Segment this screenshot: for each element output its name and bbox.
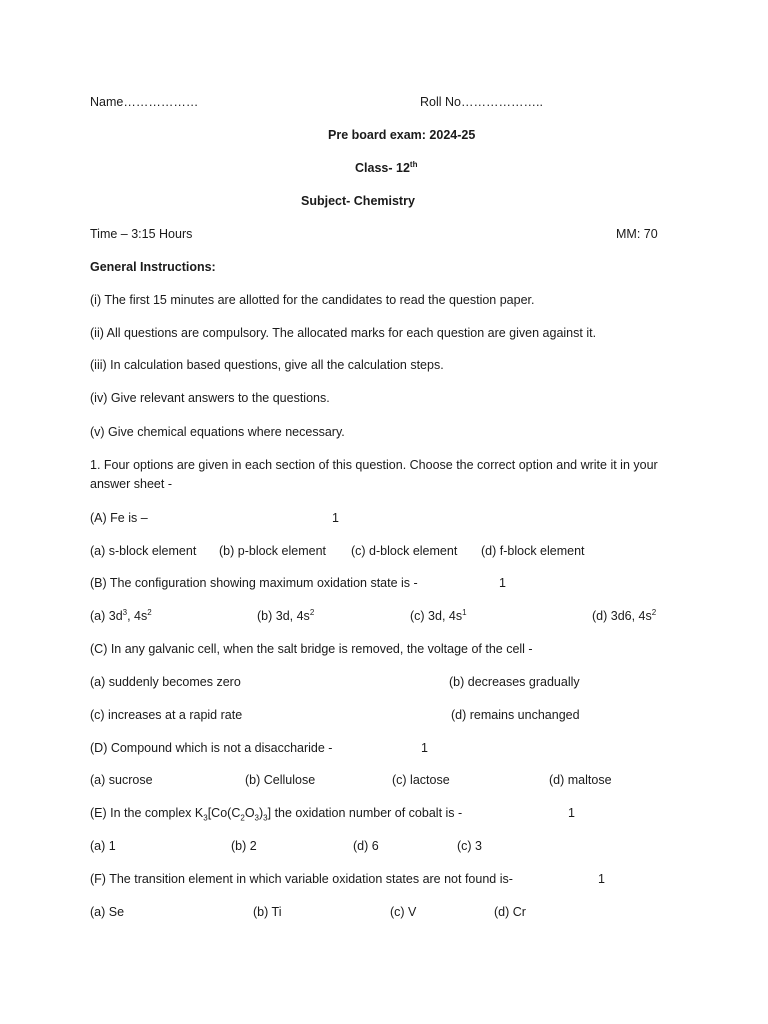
question-d-text: (D) Compound which is not a disaccharide - <box>90 741 333 755</box>
instruction-item: (ii) All questions are compulsory. The allocated marks for each question are given against it. <box>90 326 597 340</box>
question-e-formula: ) <box>259 806 264 820</box>
question-c-option: (c) increases at a rapid rate <box>90 708 243 722</box>
question-d-option: (c) lactose <box>392 773 450 787</box>
instruction-item: (iii) In calculation based questions, give all the calculation steps. <box>90 358 444 372</box>
question-c-option: (d) remains unchanged <box>451 708 580 722</box>
question-1-intro: 1. Four options are given in each section of this question. Choose the correct option and write it in your <box>90 458 658 472</box>
option-superscript: 1 <box>462 607 467 617</box>
question-a-option: (d) f-block element <box>481 544 585 558</box>
question-e-prefix: (E) In the complex K <box>90 806 204 820</box>
max-marks-label: MM: 70 <box>616 227 658 241</box>
formula-subscript: 2 <box>240 813 245 823</box>
formula-subscript: 3 <box>263 813 268 823</box>
question-e-option: (d) 6 <box>353 839 379 853</box>
formula-subscript: 3 <box>203 813 208 823</box>
question-e-text <box>90 805 462 821</box>
instruction-item: (iv) Give relevant answers to the questions. <box>90 391 330 405</box>
question-e-formula: ] the oxidation number of cobalt is - <box>267 806 463 820</box>
question-e-formula: O <box>244 806 255 820</box>
option-text: (b) 3d, 4s <box>257 609 310 623</box>
question-a-option: (c) d-block element <box>351 544 458 558</box>
class-text: Class- 12 <box>355 161 410 175</box>
option-superscript: 3 <box>122 607 128 617</box>
question-e-marks: 1 <box>568 806 575 820</box>
question-a-marks: 1 <box>332 511 339 525</box>
question-b-option <box>592 608 656 624</box>
instructions-heading: General Instructions: <box>90 260 216 274</box>
question-a-option: (a) s-block element <box>90 544 197 558</box>
question-b-text: (B) The configuration showing maximum oxidation state is - <box>90 576 418 590</box>
question-f-marks: 1 <box>598 872 605 886</box>
option-text: (c) 3d, 4s <box>410 609 463 623</box>
question-b-option <box>410 608 467 624</box>
question-c-option: (b) decreases gradually <box>449 675 580 689</box>
instruction-item: (v) Give chemical equations where necessary. <box>90 425 345 439</box>
question-e-option: (b) 2 <box>231 839 257 853</box>
question-f-option: (b) Ti <box>253 905 282 919</box>
question-c-option: (a) suddenly becomes zero <box>90 675 241 689</box>
question-e-option: (a) 1 <box>90 839 116 853</box>
question-c-text: (C) In any galvanic cell, when the salt bridge is removed, the voltage of the cell - <box>90 642 533 656</box>
question-d-option: (b) Cellulose <box>245 773 316 787</box>
option-superscript: 2 <box>651 607 657 617</box>
question-f-option: (c) V <box>390 905 417 919</box>
question-a-option: (b) p-block element <box>219 544 326 558</box>
option-superscript: 2 <box>309 607 315 617</box>
question-d-option: (d) maltose <box>549 773 612 787</box>
question-d-marks: 1 <box>421 741 428 755</box>
question-f-option: (a) Se <box>90 905 125 919</box>
question-b-option <box>90 608 152 624</box>
roll-number-field-label: Roll No……………….. <box>420 95 543 109</box>
question-b-option <box>257 608 314 624</box>
question-a-text: (A) Fe is – <box>90 511 148 525</box>
instruction-item: (i) The first 15 minutes are allotted for the candidates to read the question paper. <box>90 293 535 307</box>
exam-title: Pre board exam: 2024-25 <box>328 128 476 142</box>
formula-subscript: 3 <box>254 813 259 823</box>
question-e-option: (c) 3 <box>457 839 482 853</box>
question-f-option: (d) Cr <box>494 905 526 919</box>
question-e-formula: [Co(C <box>207 806 241 820</box>
option-text: (a) 3d <box>90 609 123 623</box>
option-text: , 4s <box>127 609 148 623</box>
subject-label: Subject- Chemistry <box>301 194 415 208</box>
class-label <box>355 160 417 176</box>
class-superscript: th <box>409 159 418 169</box>
question-f-text: (F) The transition element in which variable oxidation states are not found is- <box>90 872 513 886</box>
option-superscript: 2 <box>147 607 152 617</box>
option-text: (d) 3d6, 4s <box>592 609 652 623</box>
question-1-intro-continued: answer sheet - <box>90 477 172 491</box>
question-d-option: (a) sucrose <box>90 773 153 787</box>
question-b-marks: 1 <box>499 576 506 590</box>
time-label: Time – 3:15 Hours <box>90 227 193 241</box>
name-field-label: Name……………… <box>90 95 199 109</box>
